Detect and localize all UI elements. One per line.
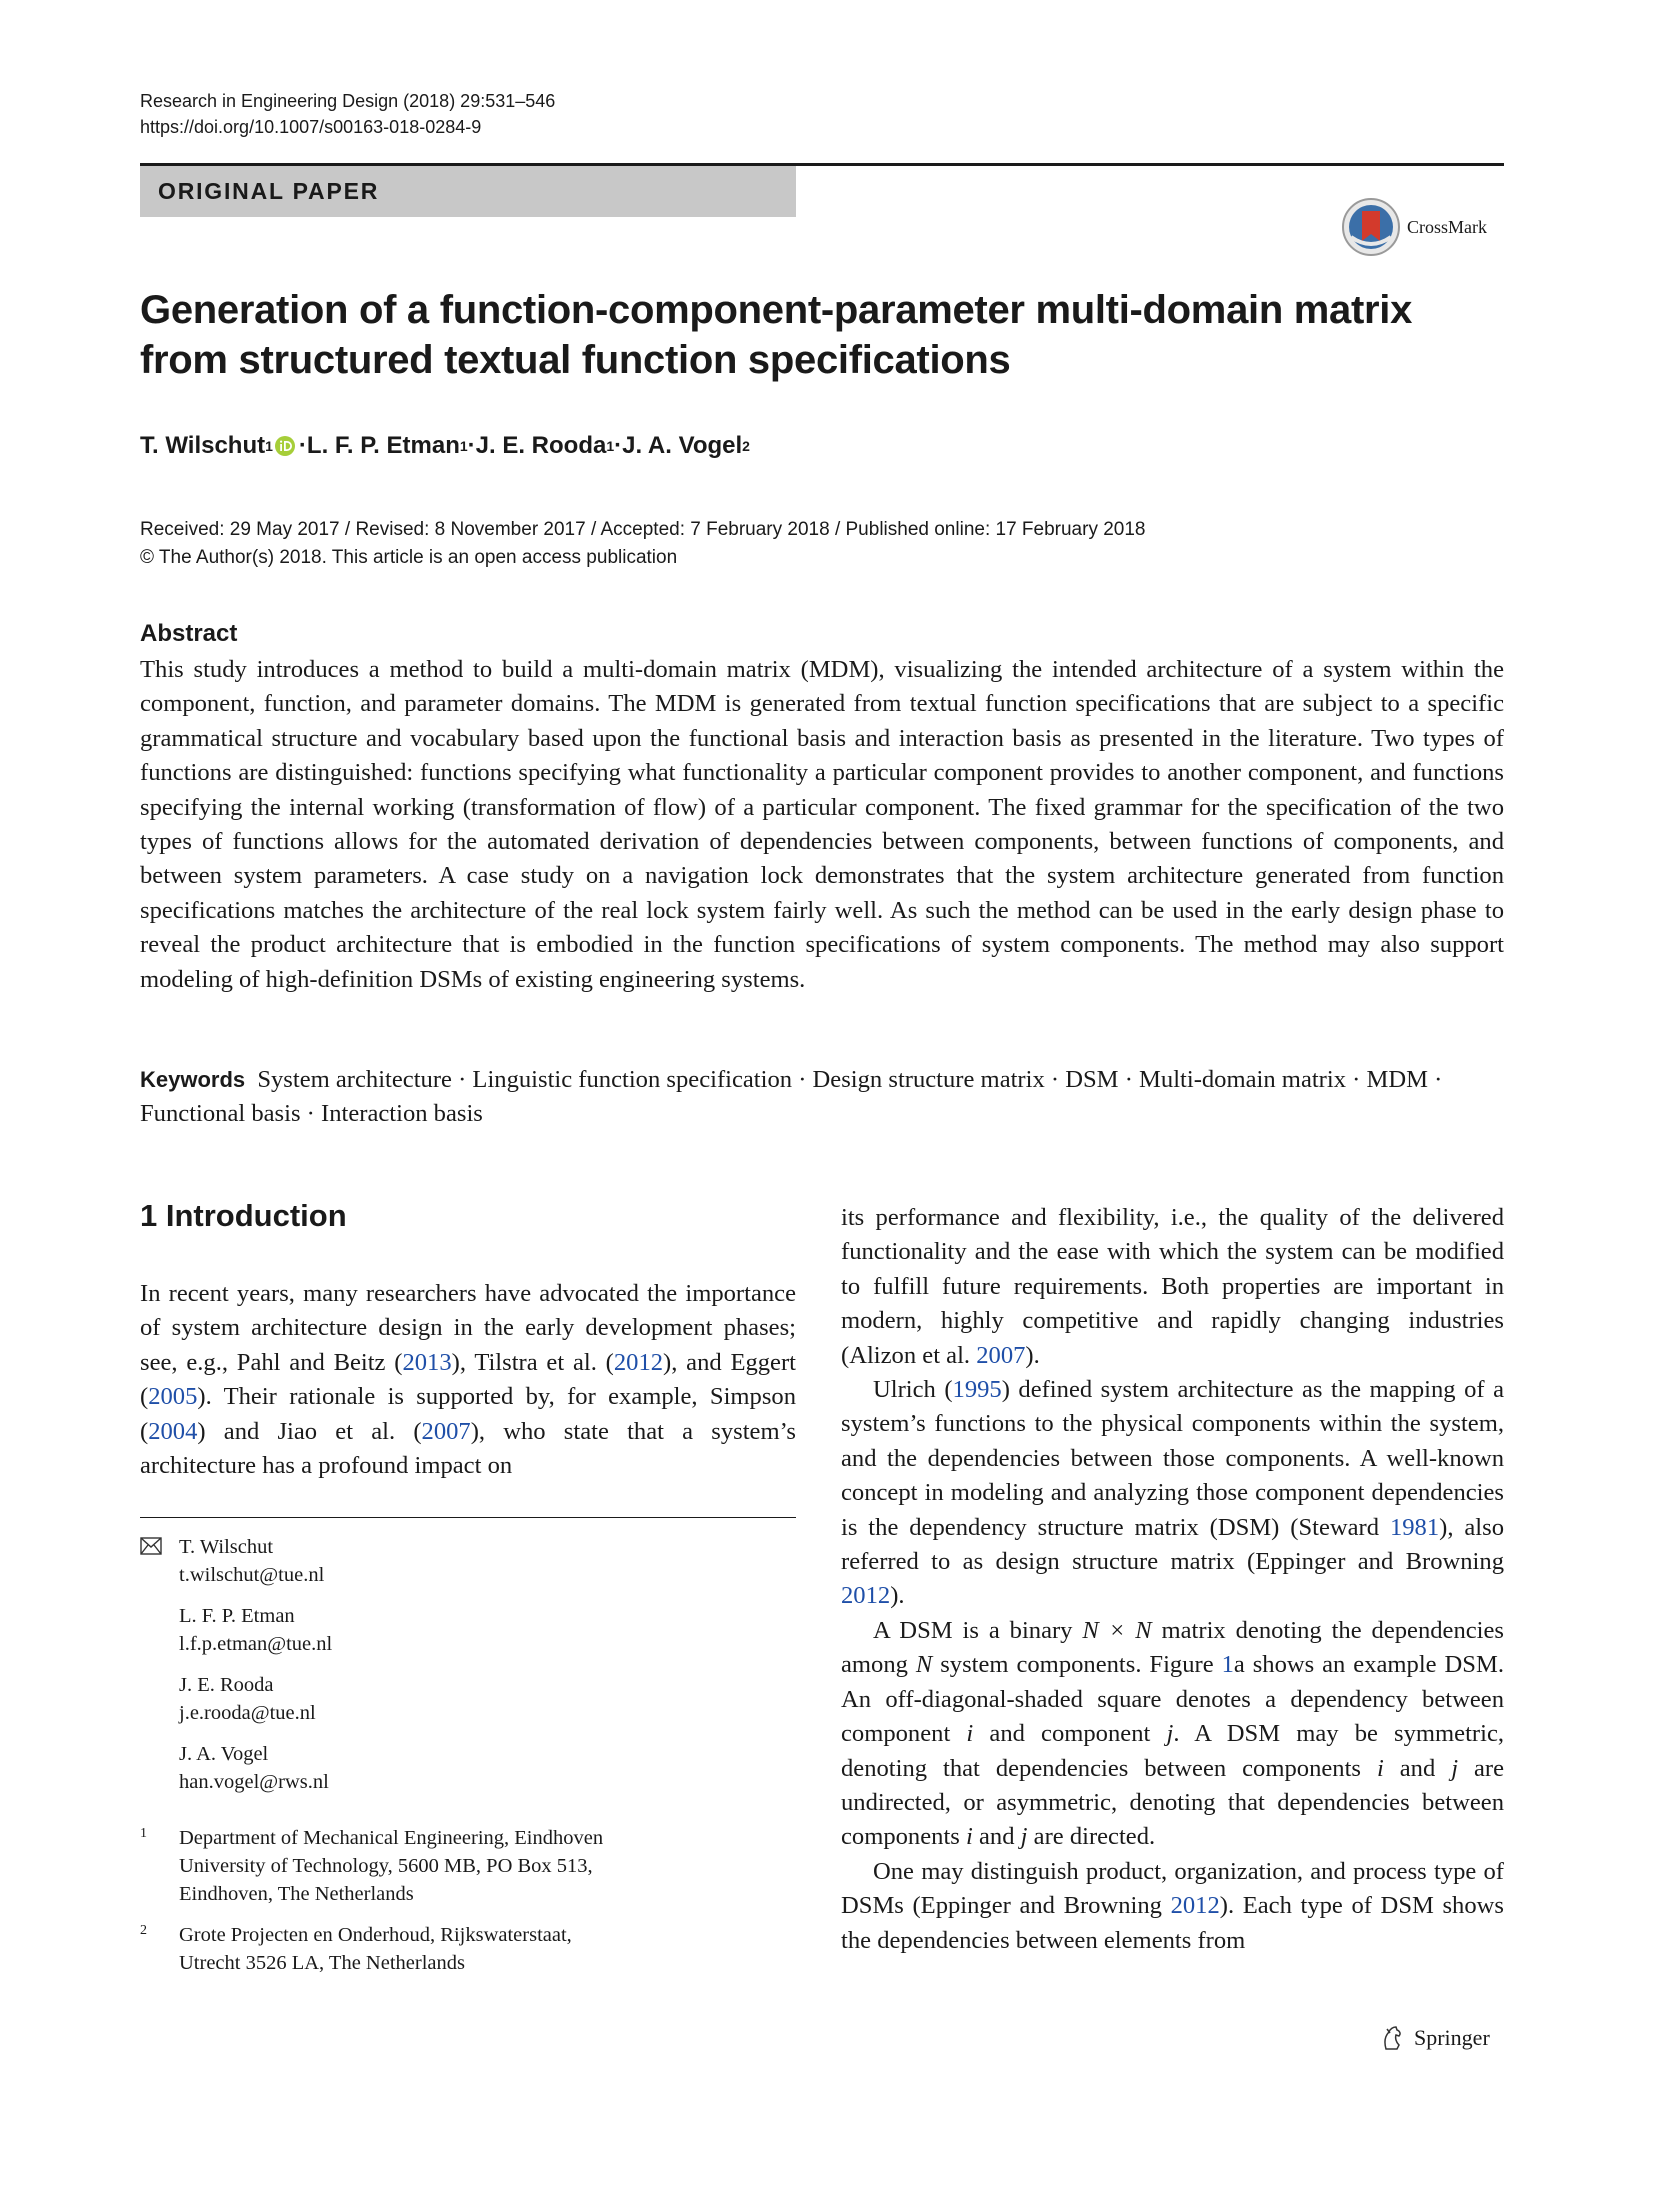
- body-text: . A DSM may be symmetric, denoting that dependencies between components: [841, 1720, 1505, 1782]
- math-variable: j: [1166, 1720, 1174, 1748]
- body-text: ), also referred to as design structure matrix (Eppinger and Browning: [841, 1513, 1505, 1576]
- paper-type-band: ORIGINAL PAPER: [140, 166, 796, 217]
- body-text: ), Tilstra et al. (: [451, 1348, 614, 1376]
- publisher-name: Springer: [1414, 2025, 1490, 2050]
- intro-paragraph: [841, 1373, 1504, 1614]
- abstract-text: This study introduces a method to build a multi-domain matrix (MDM), visualizing the intended architecture of a system within the component, function, and parameter domains. The MDM is generated from textual function specifications that are subject to a specific grammatical structure and vocabulary based upon the functional basis and interaction basis as presented in the literature. Two types of functions are distinguished: functions specifying what functionality a particular component provides to another component, and functions specifying the internal working (transformation of flow) of a particular component. The fixed grammar for the specification of the two types of functions allows for the automated derivation of dependencies between components, between functions of components, and between system parameters. A case study on a navigation lock demonstrates that the system architecture generated from function specifications matches the architecture of the real lock system fairly well. As such the method can be used in the early design phase to reveal the product architecture that is embodied in the function specifications of system components. The method may also support modeling of high-definition DSMs of existing engineering systems.: [140, 656, 1504, 993]
- citation-link[interactable]: 2012: [841, 1582, 891, 1610]
- body-text: are directed.: [1027, 1823, 1156, 1851]
- contact-name: J. E. Rooda: [179, 1674, 274, 1696]
- body-text: ), and Eggert (: [140, 1348, 796, 1411]
- intro-column-right: [841, 1201, 1504, 1958]
- affiliation-line: Department of Mechanical Engineering, Eindhoven: [179, 1827, 604, 1849]
- body-text: ).: [890, 1582, 905, 1610]
- author-separator: ·: [467, 432, 476, 459]
- body-text: and component: [973, 1720, 1167, 1748]
- body-text: ) defined system architecture as the mapping of a system’s functions to the physical components within the system, and the dependencies between those components. A well-known concept in modeling and analyzing those component dependencies is the dependency structure matrix (DSM) (Steward: [841, 1376, 1505, 1541]
- doi-link[interactable]: https://doi.org/10.1007/s00163-018-0284-9: [140, 117, 482, 137]
- body-text: ). Their rationale is supported by, for example, Simpson (: [140, 1383, 796, 1445]
- body-text: A DSM is a binary: [873, 1616, 1083, 1644]
- dates-line: Received: 29 May 2017 / Revised: 8 November 2017 / Accepted: 7 February 2018 / Published online: 17 February 2018: [140, 519, 1146, 540]
- body-text: ), who state that a system’s architecture has a profound impact on: [140, 1417, 796, 1480]
- contact-entry: [179, 1671, 316, 1727]
- paper-title: [140, 285, 1460, 385]
- citation-link[interactable]: 2005: [148, 1383, 198, 1411]
- body-text: Ulrich (: [873, 1376, 953, 1404]
- math-variable: j: [1020, 1823, 1028, 1851]
- affiliation-line: University of Technology, 5600 MB, PO Box 513,: [179, 1855, 593, 1877]
- author-name[interactable]: L. F. P. Etman: [306, 432, 460, 459]
- contact-name: J. A. Vogel: [179, 1743, 269, 1765]
- body-text: its performance and flexibility, i.e., the quality of the delivered functionality and the ease with which the system can be modified to fulfill future requirements. Both properties are important in modern, highly competitive and rapidly changing industries (Alizon et al.: [841, 1204, 1504, 1369]
- body-text: One may distinguish product, organization, and process type of DSMs (Eppinger and Browning: [841, 1857, 1504, 1920]
- author-name[interactable]: J. A. Vogel: [622, 432, 743, 459]
- math-variable: N: [915, 1651, 933, 1679]
- citation-link[interactable]: 1981: [1389, 1513, 1440, 1541]
- title-line-2: from structured textual function specifications: [140, 338, 1011, 382]
- citation-link[interactable]: 2004: [148, 1417, 198, 1445]
- author-list: [140, 432, 750, 460]
- author-separator: ·: [298, 432, 307, 459]
- publisher-logo: [1378, 2024, 1490, 2052]
- affiliation-entry: [140, 1824, 603, 1908]
- citation-link[interactable]: 2007: [976, 1341, 1026, 1369]
- citation-link[interactable]: 1995: [952, 1376, 1002, 1404]
- author-name[interactable]: J. E. Rooda: [475, 432, 607, 459]
- math-expression: N × N: [1082, 1616, 1152, 1644]
- journal-citation: Research in Engineering Design (2018) 29:531–546: [140, 91, 556, 111]
- keywords-label: Keywords: [140, 1067, 246, 1092]
- citation-link[interactable]: 2012: [1170, 1892, 1220, 1920]
- body-text: matrix denoting the dependencies among: [841, 1616, 1505, 1679]
- mail-icon: [140, 1537, 162, 1555]
- body-text: ).: [1025, 1341, 1040, 1369]
- affiliation-number: 1: [140, 1826, 147, 1841]
- contact-entry: [179, 1602, 332, 1658]
- footnote-rule: [140, 1517, 796, 1518]
- citation-link[interactable]: 2013: [402, 1348, 452, 1376]
- contact-name: L. F. P. Etman: [179, 1605, 295, 1627]
- contact-email[interactable]: han.vogel@rws.nl: [179, 1771, 329, 1793]
- intro-paragraph: [841, 1855, 1504, 1958]
- contact-name: T. Wilschut: [179, 1536, 274, 1558]
- figure-link[interactable]: 1: [1221, 1651, 1234, 1679]
- intro-paragraph-left: [140, 1277, 796, 1483]
- crossmark-label: CrossMark: [1407, 216, 1487, 237]
- affiliation-entry: [140, 1921, 572, 1977]
- title-line-1: Generation of a function-component-parameter multi-domain matrix: [140, 288, 1413, 332]
- math-variable: j: [1451, 1754, 1459, 1782]
- contact-email[interactable]: j.e.rooda@tue.nl: [179, 1702, 316, 1724]
- body-text: and: [972, 1823, 1021, 1851]
- math-variable: i: [966, 1720, 974, 1748]
- author-separator: ·: [614, 432, 623, 459]
- orcid-icon[interactable]: [275, 436, 295, 456]
- body-text: system components. Figure: [932, 1651, 1222, 1679]
- keywords-list: System architecture · Linguistic function specification · Design structure matrix · DSM · Multi-domain matrix · MDM · Functional basis · Interaction basis: [140, 1066, 1443, 1128]
- affiliation-line: Utrecht 3526 LA, The Netherlands: [179, 1952, 465, 1974]
- citation-link[interactable]: 2012: [613, 1348, 664, 1376]
- affiliation-number: 2: [140, 1923, 147, 1938]
- intro-paragraph: [841, 1614, 1504, 1855]
- copyright-line: © The Author(s) 2018. This article is an open access publication: [140, 547, 678, 568]
- contact-entry: [179, 1740, 329, 1796]
- math-variable: i: [966, 1823, 973, 1851]
- crossmark-button[interactable]: [1341, 197, 1487, 257]
- author-affil-sup: 1: [459, 438, 468, 454]
- section-heading-introduction: 1 Introduction: [140, 1198, 347, 1233]
- crossmark-icon: [1341, 197, 1401, 257]
- body-text: In recent years, many researchers have advocated the importance of system architecture design in the early development phases; see, e.g., Pahl and Beitz (: [140, 1280, 796, 1376]
- springer-horse-icon: [1378, 2024, 1406, 2052]
- author-affil-sup: 1: [265, 438, 273, 454]
- math-variable: i: [1376, 1754, 1384, 1782]
- author-name[interactable]: T. Wilschut: [140, 432, 266, 459]
- body-text: a shows an example DSM. An off-diagonal-shaded square denotes a dependency between component: [841, 1651, 1504, 1748]
- contact-entry: [179, 1533, 324, 1589]
- body-text: ) and Jiao et al. (: [197, 1417, 422, 1445]
- abstract-heading: Abstract: [140, 620, 238, 647]
- contact-email[interactable]: l.f.p.etman@tue.nl: [179, 1633, 333, 1655]
- keywords: [140, 1063, 1504, 1132]
- intro-paragraph: [841, 1201, 1504, 1373]
- body-text: are undirected, or asymmetric, denoting that dependencies between components: [841, 1754, 1504, 1851]
- body-text: ). Each type of DSM shows the dependencies between elements from: [841, 1892, 1504, 1954]
- contact-email[interactable]: t.wilschut@tue.nl: [179, 1564, 325, 1586]
- journal-header: [140, 88, 555, 140]
- affiliation-line: Grote Projecten en Onderhoud, Rijkswaterstaat,: [179, 1924, 572, 1946]
- citation-link[interactable]: 2007: [421, 1417, 471, 1445]
- body-text: and: [1383, 1754, 1452, 1782]
- author-affil-sup: 1: [606, 438, 615, 454]
- affiliation-line: Eindhoven, The Netherlands: [179, 1883, 414, 1905]
- publication-dates: [140, 516, 1146, 572]
- author-affil-sup: 2: [742, 438, 750, 454]
